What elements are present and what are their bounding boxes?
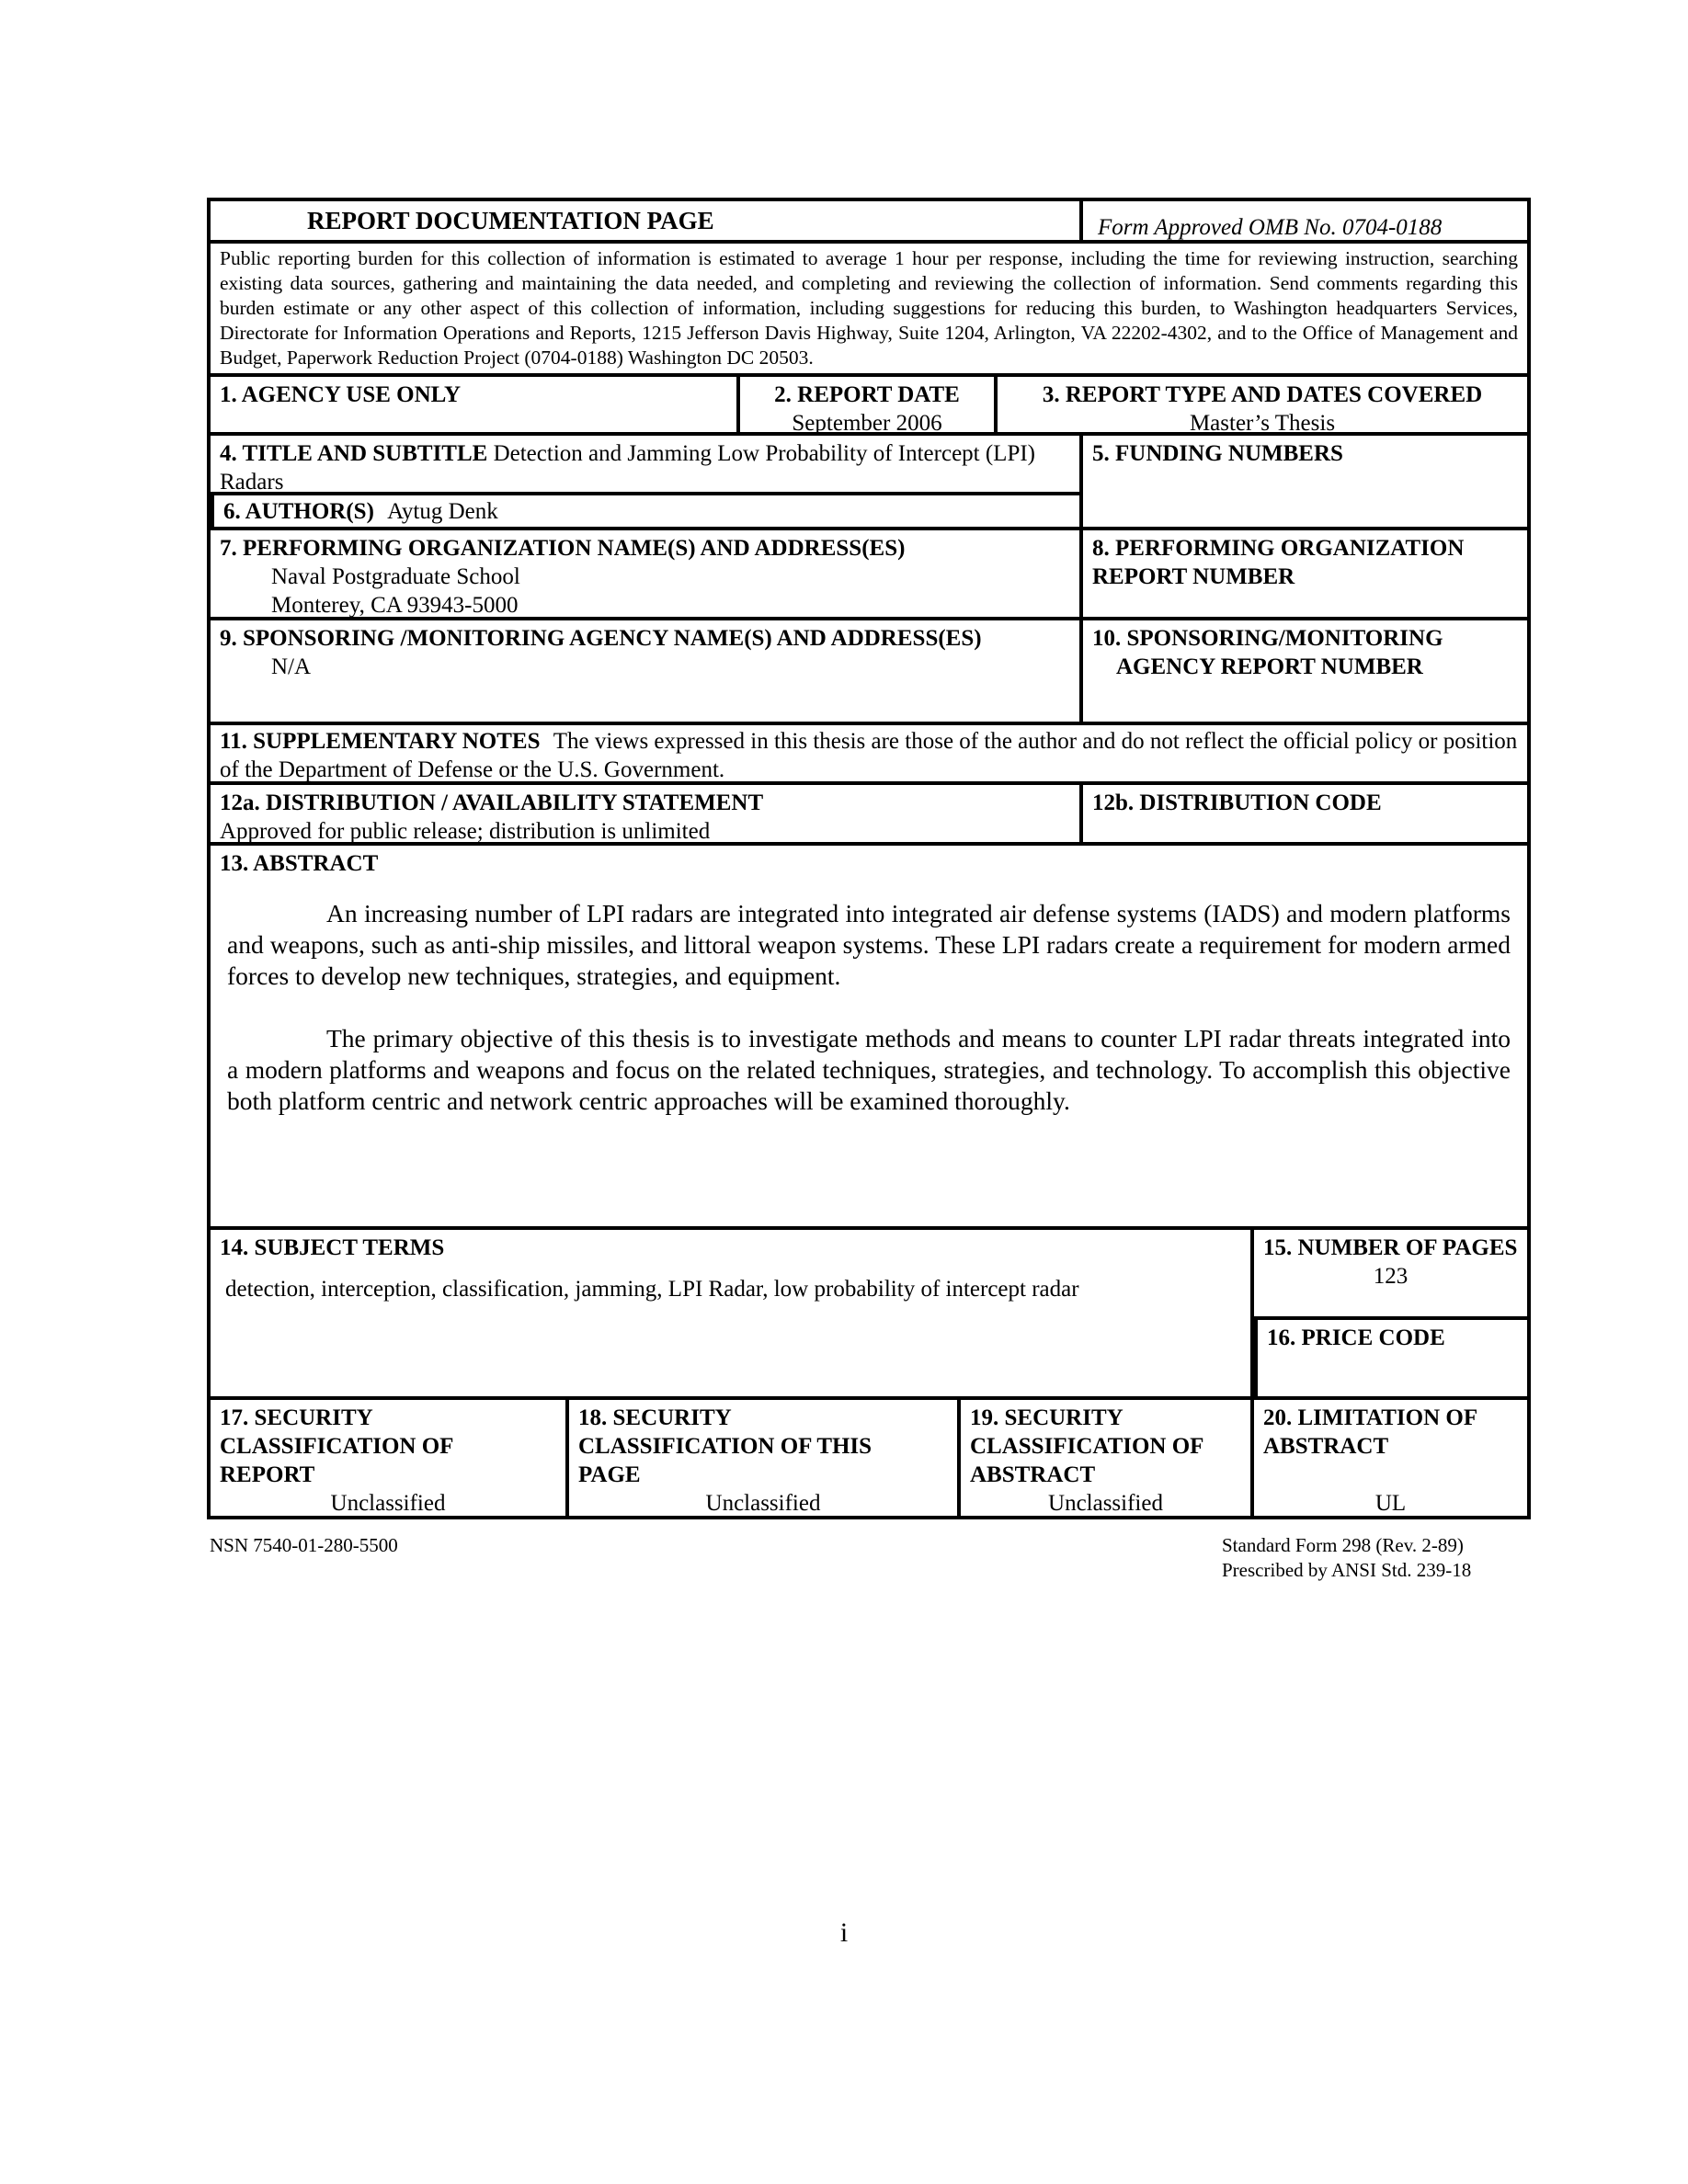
- num-pages-value: 123: [1373, 1264, 1409, 1289]
- row-17-20: [207, 1400, 1531, 1519]
- distribution-code-label: 12b. DISTRIBUTION CODE: [1079, 785, 1527, 842]
- sponsoring-report-cell: [1079, 620, 1527, 722]
- distribution-statement-cell: [211, 785, 1079, 842]
- report-type-cell: [994, 377, 1527, 436]
- security-report-cell: [211, 1400, 565, 1516]
- num-pages-cell: [1254, 1230, 1527, 1320]
- abstract-cell: [211, 846, 1527, 1226]
- security-abstract-value: Unclassified: [1048, 1491, 1163, 1516]
- author-cell: [211, 495, 1079, 529]
- performing-org-label: 7. PERFORMING ORGANIZATION NAME(S) AND ADDRESS(ES): [220, 536, 906, 561]
- form-title: REPORT DOCUMENTATION PAGE: [307, 207, 714, 234]
- burden-row: [207, 244, 1531, 377]
- subject-terms-label: 14. SUBJECT TERMS: [220, 1235, 445, 1260]
- price-code-label: 16. PRICE CODE: [1254, 1320, 1527, 1396]
- row-11: [207, 725, 1531, 785]
- abstract-paragraph-2: The primary objective of this thesis is to investigate methods and means to counter LPI radar threats integrated into a modern platforms and weapons and focus on the related techniques, strategies, and technology. To accomplish this objective both platform centric and network centric approaches will be examined thoroughly.: [227, 1024, 1511, 1115]
- report-date-label: 2. REPORT DATE: [774, 382, 960, 407]
- num-pages-label: 15. NUMBER OF PAGES: [1263, 1235, 1518, 1260]
- distribution-statement-value: Approved for public release; distribution is unlimited: [220, 819, 711, 844]
- row-7-8: [207, 530, 1531, 620]
- report-date-cell: [736, 377, 994, 436]
- abstract-paragraph-1: An increasing number of LPI radars are integrated into integrated air defense systems (IADS) and modern platforms and weapons, such as anti-ship missiles, and littoral weapon systems. These LPI radars create a requirement for modern armed forces to develop new techniques, strategies, and equipment.: [227, 899, 1511, 990]
- supplementary-value: The views expressed in this thesis are those of the author and do not reflect the official policy or position of the Department of Defense or the U.S. Government.: [220, 729, 1518, 782]
- author-value: Aytug Denk: [387, 499, 498, 524]
- subject-terms-value: detection, interception, classification, jamming, LPI Radar, low probability of intercept radar: [225, 1277, 1079, 1302]
- row-1-3: [207, 377, 1531, 436]
- security-page-cell: [565, 1400, 957, 1516]
- row-9-10: [207, 620, 1531, 725]
- page-number: i: [839, 1917, 849, 1948]
- title-value: Detection and Jamming Low Probability of Intercept (LPI) Radars: [220, 441, 1036, 495]
- funding-numbers-label: 5. FUNDING NUMBERS: [1079, 436, 1527, 527]
- agency-use-label: 1. AGENCY USE ONLY: [220, 382, 462, 407]
- supplementary-label: 11. SUPPLEMENTARY NOTES: [220, 729, 541, 754]
- security-abstract-label: 19. SECURITY CLASSIFICATION OF ABSTRACT: [970, 1405, 1203, 1487]
- title-label: 4. TITLE AND SUBTITLE: [220, 441, 488, 466]
- title-cell: [211, 436, 1079, 495]
- performing-org-line2: Monterey, CA 93943-5000: [271, 593, 519, 618]
- sponsoring-value: N/A: [271, 654, 312, 679]
- limitation-cell: [1250, 1400, 1527, 1516]
- row-13: [207, 846, 1531, 1230]
- performing-org-cell: [211, 530, 1079, 617]
- nsn-number: NSN 7540-01-280-5500: [210, 1534, 398, 1556]
- abstract-body: [211, 878, 1527, 1117]
- limitation-label: 20. LIMITATION OF ABSTRACT: [1263, 1405, 1477, 1459]
- standard-form-label: Standard Form 298 (Rev. 2-89): [1222, 1534, 1464, 1556]
- report-type-value: Master’s Thesis: [1189, 411, 1336, 436]
- author-label: 6. AUTHOR(S): [223, 499, 374, 524]
- row-12: [207, 785, 1531, 846]
- burden-statement: Public reporting burden for this collection of information is estimated to average 1 hour per response, including the time for reviewing instruction, searching existing data sources, gathering and maintaining the data needed, and completing and reviewing the collection of information. Send comments regarding this burden estimate or any other aspect of this collection of information, including suggestions for reducing this burden, to Washington headquarters Services, Directorate for Information Operations and Reports, 1215 Jefferson Davis Highway, Suite 1204, Arlington, VA 22202-4302, and to the Office of Management and Budget, Paperwork Reduction Project (0704-0188) Washington DC 20503.: [220, 247, 1518, 369]
- report-type-label: 3. REPORT TYPE AND DATES COVERED: [1042, 382, 1483, 407]
- sponsoring-label: 9. SPONSORING /MONITORING AGENCY NAME(S) AND ADDRESS(ES): [220, 626, 982, 651]
- security-page-label: 18. SECURITY CLASSIFICATION OF THIS PAGE: [578, 1405, 873, 1487]
- security-abstract-cell: [957, 1400, 1250, 1516]
- prescribed-by: Prescribed by ANSI Std. 239-18: [1222, 1559, 1472, 1581]
- row-14-16: [207, 1230, 1531, 1400]
- performing-org-line1: Naval Postgraduate School: [271, 564, 520, 589]
- pages-price-group: [1250, 1230, 1527, 1396]
- supplementary-cell: [211, 725, 1527, 781]
- title-author-group: [211, 436, 1079, 527]
- limitation-value: UL: [1374, 1491, 1407, 1516]
- abstract-label: 13. ABSTRACT: [220, 851, 379, 876]
- report-documentation-form: [207, 198, 1531, 1519]
- report-date-value: September 2006: [792, 411, 942, 436]
- sponsoring-report-label-2: AGENCY REPORT NUMBER: [1116, 654, 1423, 679]
- sponsoring-report-label-1: 10. SPONSORING/MONITORING: [1092, 626, 1443, 651]
- security-report-label: 17. SECURITY CLASSIFICATION OF REPORT: [220, 1405, 453, 1487]
- distribution-statement-label: 12a. DISTRIBUTION / AVAILABILITY STATEMENT: [220, 791, 764, 815]
- sponsoring-cell: [211, 620, 1079, 722]
- security-page-value: Unclassified: [705, 1491, 821, 1516]
- omb-number: Form Approved OMB No. 0704-0188: [1079, 201, 1527, 240]
- performing-report-label: 8. PERFORMING ORGANIZATION REPORT NUMBER: [1079, 530, 1527, 617]
- standard-form-block: [1222, 1533, 1471, 1583]
- row-4-6: [207, 436, 1531, 530]
- subject-terms-cell: [211, 1230, 1250, 1396]
- security-report-value: Unclassified: [330, 1491, 446, 1516]
- header-row: [207, 198, 1531, 244]
